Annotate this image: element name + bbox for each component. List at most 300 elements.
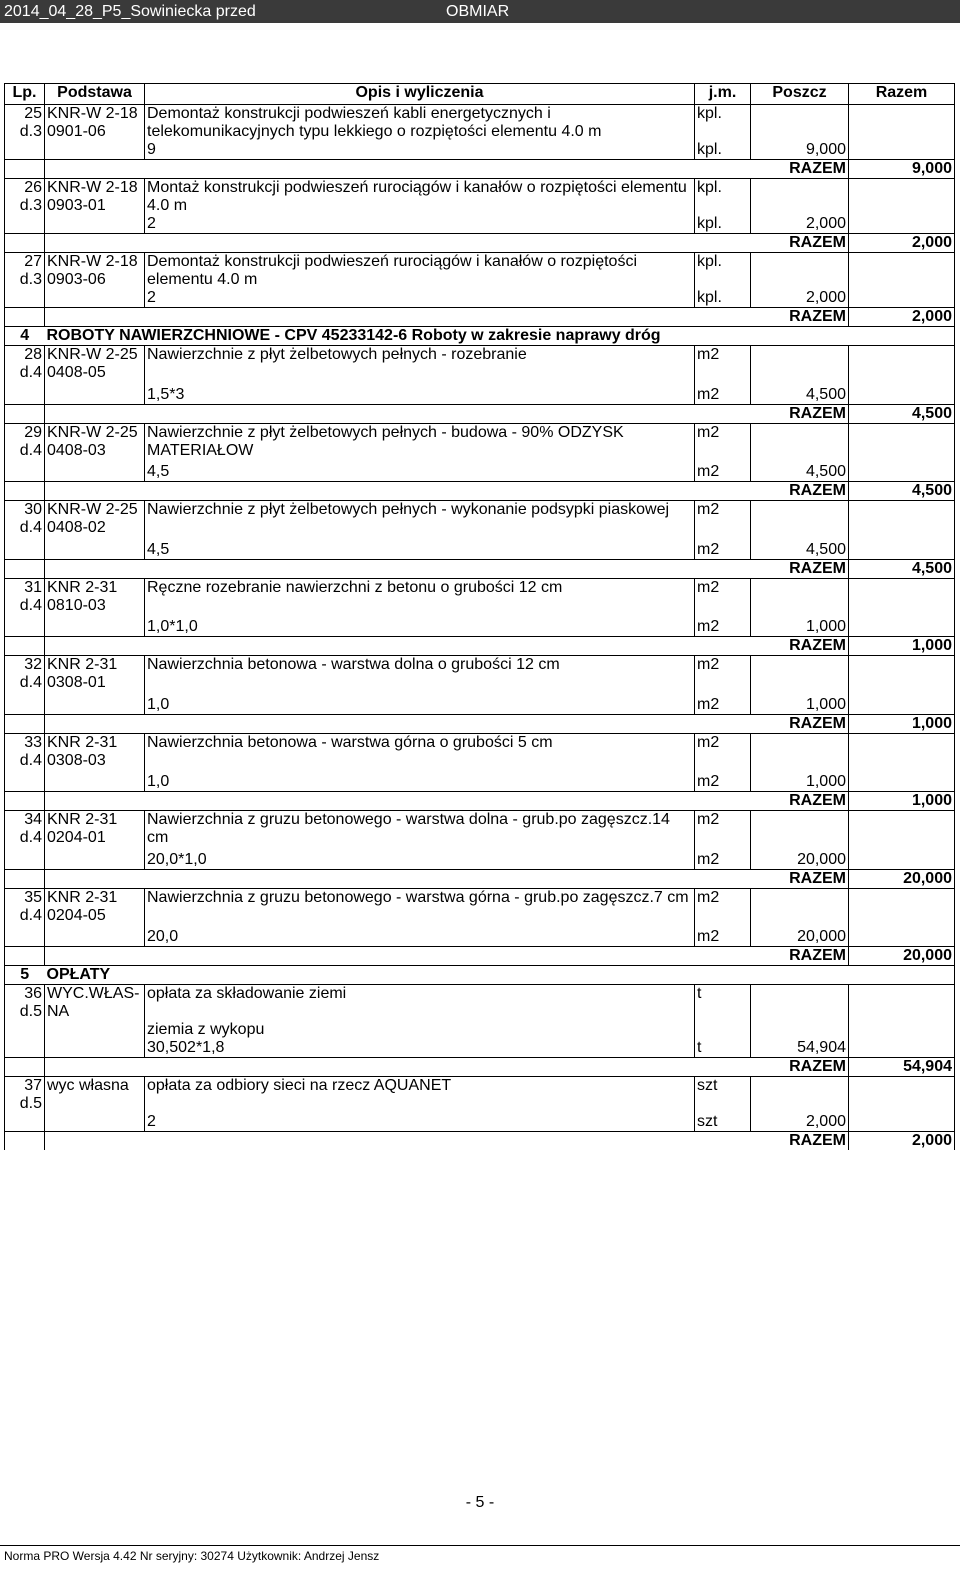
item-calc-unit: m2 <box>695 615 751 637</box>
item-description: opłata za składowanie ziemi <box>145 985 695 1022</box>
item-section: d.5 <box>5 1095 45 1113</box>
razem-label: RAZEM <box>145 404 849 423</box>
footer-divider <box>0 1545 960 1546</box>
empty-cell <box>751 1095 849 1113</box>
empty-cell <box>45 615 145 637</box>
empty-cell <box>5 160 45 179</box>
item-lp: 30 <box>5 501 45 520</box>
empty-cell <box>5 289 45 308</box>
obmiar-table <box>4 83 955 1150</box>
empty-cell <box>45 1113 145 1132</box>
empty-cell <box>849 1039 955 1058</box>
razem-label: RAZEM <box>145 637 849 656</box>
empty-cell <box>5 141 45 160</box>
table-row <box>5 346 955 365</box>
table-row <box>5 1113 955 1132</box>
item-calc-unit: m2 <box>695 382 751 404</box>
table-row <box>5 637 955 656</box>
empty-cell <box>695 674 751 692</box>
item-partial-qty: 20,000 <box>751 925 849 947</box>
item-calculation: 1,0 <box>145 770 695 792</box>
empty-cell <box>849 253 955 272</box>
empty-cell <box>849 615 955 637</box>
col-poszcz: Poszcz <box>751 84 849 105</box>
empty-cell <box>45 308 145 327</box>
empty-cell <box>5 925 45 947</box>
table-row <box>5 714 955 733</box>
empty-cell <box>695 271 751 289</box>
item-lp: 32 <box>5 656 45 675</box>
razem-value: 20,000 <box>849 869 955 888</box>
empty-cell <box>751 105 849 124</box>
item-partial-qty: 4,500 <box>751 537 849 559</box>
empty-cell <box>849 123 955 141</box>
empty-cell <box>751 733 849 752</box>
section-row <box>5 327 955 346</box>
section-row <box>5 966 955 985</box>
col-opis: Opis i wyliczenia <box>145 84 695 105</box>
empty-cell <box>5 1058 45 1077</box>
table-row <box>5 423 955 442</box>
empty-cell <box>751 907 849 925</box>
empty-cell <box>751 346 849 365</box>
empty-cell <box>45 537 145 559</box>
empty-cell <box>751 578 849 597</box>
col-razem: Razem <box>849 84 955 105</box>
item-section: d.4 <box>5 674 45 692</box>
empty-cell <box>751 364 849 382</box>
empty-cell <box>849 1113 955 1132</box>
col-lp: Lp. <box>5 84 45 105</box>
item-calc-unit: m2 <box>695 460 751 482</box>
empty-cell <box>849 423 955 442</box>
empty-cell <box>695 597 751 615</box>
empty-cell <box>849 197 955 215</box>
item-calculation: 2 <box>145 289 695 308</box>
item-partial-qty: 20,000 <box>751 847 849 869</box>
table-row <box>5 141 955 160</box>
item-calc-unit: t <box>695 1039 751 1058</box>
empty-cell <box>751 985 849 1004</box>
table-row <box>5 733 955 752</box>
item-unit: m2 <box>695 656 751 675</box>
empty-cell <box>751 197 849 215</box>
item-base-number <box>45 1095 145 1113</box>
item-base-code: KNR 2-31 <box>45 888 145 907</box>
razem-value: 20,000 <box>849 947 955 966</box>
empty-cell <box>5 215 45 234</box>
item-unit: m2 <box>695 578 751 597</box>
razem-label: RAZEM <box>145 1132 849 1151</box>
table-row <box>5 537 955 559</box>
item-lp: 27 <box>5 253 45 272</box>
empty-cell <box>849 1003 955 1021</box>
item-section: d.5 <box>5 1003 45 1021</box>
empty-cell <box>695 519 751 537</box>
table-row <box>5 308 955 327</box>
item-base-number: 0408-02 <box>45 519 145 537</box>
empty-cell <box>45 382 145 404</box>
empty-cell <box>849 985 955 1004</box>
table-row <box>5 578 955 597</box>
empty-cell <box>751 597 849 615</box>
viewer-title-bar <box>0 0 960 23</box>
razem-label: RAZEM <box>145 482 849 501</box>
empty-cell <box>849 578 955 597</box>
table-row <box>5 559 955 578</box>
item-lp: 25 <box>5 105 45 124</box>
item-unit: m2 <box>695 811 751 830</box>
item-calc-unit: kpl. <box>695 215 751 234</box>
item-partial-qty: 54,904 <box>751 1039 849 1058</box>
item-lp: 35 <box>5 888 45 907</box>
file-name: 2014_04_28_P5_Sowiniecka przed <box>4 3 256 20</box>
empty-cell <box>849 925 955 947</box>
empty-cell <box>45 925 145 947</box>
empty-cell <box>849 733 955 752</box>
item-partial-qty: 4,500 <box>751 460 849 482</box>
item-calc-unit: m2 <box>695 925 751 947</box>
table-row <box>5 253 955 272</box>
empty-cell <box>5 308 45 327</box>
item-calculation: 2 <box>145 215 695 234</box>
item-calc-unit: szt <box>695 1113 751 1132</box>
item-description: Demontaż konstrukcji podwieszeń kabli energetycznych i telekomunikacyjnych typu lekkiego o rozpiętości elementu 4.0 m <box>145 105 695 142</box>
item-description: Nawierzchnia betonowa - warstwa dolna o grubości 12 cm <box>145 656 695 693</box>
item-calculation: 4,5 <box>145 537 695 559</box>
empty-cell <box>695 1003 751 1021</box>
item-unit: m2 <box>695 346 751 365</box>
item-partial-qty: 1,000 <box>751 692 849 714</box>
empty-cell <box>5 1021 45 1039</box>
razem-value: 4,500 <box>849 559 955 578</box>
item-base-number: 0204-01 <box>45 829 145 847</box>
empty-cell <box>849 141 955 160</box>
table-row <box>5 160 955 179</box>
table-row <box>5 770 955 792</box>
item-calculation: 1,0 <box>145 692 695 714</box>
razem-value: 2,000 <box>849 1132 955 1151</box>
empty-cell <box>45 1039 145 1058</box>
item-base-code: KNR 2-31 <box>45 733 145 752</box>
item-base-number: 0903-01 <box>45 197 145 215</box>
empty-cell <box>5 714 45 733</box>
razem-value: 2,000 <box>849 234 955 253</box>
item-lp: 28 <box>5 346 45 365</box>
empty-cell <box>5 869 45 888</box>
item-partial-qty: 4,500 <box>751 382 849 404</box>
item-lp: 26 <box>5 179 45 198</box>
empty-cell <box>5 1113 45 1132</box>
table-row <box>5 501 955 520</box>
empty-cell <box>45 141 145 160</box>
item-base-code: KNR-W 2-25 <box>45 501 145 520</box>
empty-cell <box>5 559 45 578</box>
table-row <box>5 1077 955 1096</box>
empty-cell <box>45 947 145 966</box>
item-calculation: 2 <box>145 1113 695 1132</box>
empty-cell <box>751 888 849 907</box>
empty-cell <box>5 537 45 559</box>
razem-label: RAZEM <box>145 714 849 733</box>
item-calc-unit: kpl. <box>695 141 751 160</box>
empty-cell <box>695 1095 751 1113</box>
empty-cell <box>849 179 955 198</box>
empty-cell <box>849 770 955 792</box>
table-row <box>5 382 955 404</box>
table-row <box>5 1132 955 1151</box>
empty-cell <box>5 947 45 966</box>
item-base-code: KNR-W 2-18 <box>45 179 145 198</box>
empty-cell <box>5 637 45 656</box>
item-section: d.3 <box>5 271 45 289</box>
razem-value: 1,000 <box>849 792 955 811</box>
table-row <box>5 792 955 811</box>
empty-cell <box>849 674 955 692</box>
item-description: Nawierzchnia z gruzu betonowego - warstwa górna - grub.po zagęszcz.7 cm <box>145 888 695 925</box>
empty-cell <box>45 289 145 308</box>
item-calc-unit: m2 <box>695 692 751 714</box>
empty-cell <box>751 811 849 830</box>
col-jm: j.m. <box>695 84 751 105</box>
empty-cell <box>45 1132 145 1151</box>
empty-cell <box>751 1021 849 1039</box>
section-title: ROBOTY NAWIERZCHNIOWE - CPV 45233142-6 Roboty w zakresie naprawy dróg <box>45 327 955 346</box>
item-section: d.4 <box>5 752 45 770</box>
empty-cell <box>45 482 145 501</box>
table-row <box>5 234 955 253</box>
table-row <box>5 482 955 501</box>
razem-label: RAZEM <box>145 1058 849 1077</box>
empty-cell <box>849 460 955 482</box>
empty-cell <box>849 346 955 365</box>
empty-cell <box>695 829 751 847</box>
section-title: OPŁATY <box>45 966 955 985</box>
razem-value: 1,000 <box>849 714 955 733</box>
item-unit: m2 <box>695 501 751 520</box>
item-description: Montaż konstrukcji podwieszeń rurociągów i kanałów o rozpiętości elementu 4.0 m <box>145 179 695 216</box>
table-row <box>5 947 955 966</box>
item-section: d.4 <box>5 364 45 382</box>
empty-cell <box>849 811 955 830</box>
col-podstawa: Podstawa <box>45 84 145 105</box>
item-unit: m2 <box>695 423 751 442</box>
item-section: d.3 <box>5 197 45 215</box>
table-row <box>5 925 955 947</box>
table-body <box>5 105 955 1151</box>
empty-cell <box>849 215 955 234</box>
item-lp: 36 <box>5 985 45 1004</box>
page-number: - 5 - <box>465 1494 495 1511</box>
item-unit: m2 <box>695 733 751 752</box>
table-row <box>5 105 955 124</box>
item-calc-unit: m2 <box>695 847 751 869</box>
item-partial-qty: 2,000 <box>751 215 849 234</box>
item-base-number: 0810-03 <box>45 597 145 615</box>
item-base-number: 0204-05 <box>45 907 145 925</box>
item-description: Nawierzchnia z gruzu betonowego - warstwa dolna - grub.po zagęszcz.14 cm <box>145 811 695 848</box>
item-partial-qty: 1,000 <box>751 770 849 792</box>
table-row <box>5 847 955 869</box>
empty-cell <box>45 234 145 253</box>
empty-cell <box>849 364 955 382</box>
empty-cell <box>751 123 849 141</box>
item-lp: 29 <box>5 423 45 442</box>
empty-cell <box>751 752 849 770</box>
empty-cell <box>751 519 849 537</box>
razem-label: RAZEM <box>145 160 849 179</box>
empty-cell <box>45 1021 145 1039</box>
empty-cell <box>695 442 751 460</box>
empty-cell <box>849 537 955 559</box>
section-number: 5 <box>5 966 45 985</box>
empty-cell <box>45 637 145 656</box>
item-description: Nawierzchnie z płyt żelbetowych pełnych - wykonanie podsypki piaskowej <box>145 501 695 538</box>
item-description: opłata za odbiory sieci na rzecz AQUANET <box>145 1077 695 1114</box>
item-base-code: KNR-W 2-25 <box>45 346 145 365</box>
table-row <box>5 1039 955 1058</box>
item-calculation: 20,0 <box>145 925 695 947</box>
empty-cell <box>45 869 145 888</box>
empty-cell <box>5 792 45 811</box>
item-section: d.4 <box>5 829 45 847</box>
item-description: Ręczne rozebranie nawierzchni z betonu o grubości 12 cm <box>145 578 695 615</box>
table-row <box>5 869 955 888</box>
empty-cell <box>849 382 955 404</box>
empty-cell <box>849 1077 955 1096</box>
empty-cell <box>5 382 45 404</box>
item-calc-unit: kpl. <box>695 289 751 308</box>
table-row <box>5 404 955 423</box>
table-row <box>5 811 955 830</box>
empty-cell <box>751 501 849 520</box>
item-base-number: 0903-06 <box>45 271 145 289</box>
empty-cell <box>849 829 955 847</box>
item-base-code: KNR 2-31 <box>45 578 145 597</box>
item-calculation: 1,5*3 <box>145 382 695 404</box>
empty-cell <box>751 423 849 442</box>
item-partial-qty: 1,000 <box>751 615 849 637</box>
item-unit: kpl. <box>695 105 751 124</box>
item-description: Demontaż konstrukcji podwieszeń rurociągów i kanałów o rozpiętości elementu 4.0 m <box>145 253 695 290</box>
item-lp: 33 <box>5 733 45 752</box>
table-row <box>5 460 955 482</box>
empty-cell <box>45 847 145 869</box>
empty-cell <box>45 714 145 733</box>
empty-cell <box>751 1003 849 1021</box>
empty-cell <box>5 770 45 792</box>
empty-cell <box>695 907 751 925</box>
item-base-code: wyc własna <box>45 1077 145 1096</box>
razem-value: 54,904 <box>849 1058 955 1077</box>
empty-cell <box>45 460 145 482</box>
item-base-number: 0408-05 <box>45 364 145 382</box>
item-base-code: KNR 2-31 <box>45 811 145 830</box>
razem-label: RAZEM <box>145 559 849 578</box>
empty-cell <box>849 1021 955 1039</box>
item-base-code: KNR-W 2-25 <box>45 423 145 442</box>
table-row <box>5 289 955 308</box>
empty-cell <box>5 847 45 869</box>
item-partial-qty: 2,000 <box>751 1113 849 1132</box>
item-section: d.4 <box>5 597 45 615</box>
empty-cell <box>695 197 751 215</box>
footer-text: Norma PRO Wersja 4.42 Nr seryjny: 30274 Użytkownik: Andrzej Jensz <box>4 1549 380 1563</box>
empty-cell <box>5 460 45 482</box>
empty-cell <box>849 442 955 460</box>
table-row <box>5 692 955 714</box>
item-section: d.3 <box>5 123 45 141</box>
item-calculation: 4,5 <box>145 460 695 482</box>
empty-cell <box>849 692 955 714</box>
table-row <box>5 656 955 675</box>
empty-cell <box>849 888 955 907</box>
item-calculation: 20,0*1,0 <box>145 847 695 869</box>
empty-cell <box>5 482 45 501</box>
empty-cell <box>849 271 955 289</box>
empty-cell <box>849 501 955 520</box>
empty-cell <box>751 829 849 847</box>
item-description: Nawierzchnie z płyt żelbetowych pełnych - rozebranie <box>145 346 695 383</box>
item-description: Nawierzchnia betonowa - warstwa górna o grubości 5 cm <box>145 733 695 770</box>
table-row <box>5 985 955 1004</box>
empty-cell <box>5 404 45 423</box>
empty-cell <box>849 105 955 124</box>
item-partial-qty: 9,000 <box>751 141 849 160</box>
item-description: Nawierzchnie z płyt żelbetowych pełnych - budowa - 90% ODZYSK MATERIAŁOW <box>145 423 695 460</box>
empty-cell <box>45 770 145 792</box>
item-lp: 37 <box>5 1077 45 1096</box>
empty-cell <box>751 442 849 460</box>
empty-cell <box>751 656 849 675</box>
item-base-code: KNR-W 2-18 <box>45 105 145 124</box>
empty-cell <box>695 364 751 382</box>
empty-cell <box>849 847 955 869</box>
item-calc-unit: m2 <box>695 537 751 559</box>
item-section: d.4 <box>5 907 45 925</box>
empty-cell <box>695 1021 751 1039</box>
empty-cell <box>751 179 849 198</box>
empty-cell <box>849 656 955 675</box>
razem-label: RAZEM <box>145 308 849 327</box>
item-lp: 31 <box>5 578 45 597</box>
item-calc-unit: m2 <box>695 770 751 792</box>
empty-cell <box>45 559 145 578</box>
empty-cell <box>5 1039 45 1058</box>
empty-cell <box>751 253 849 272</box>
item-lp: 34 <box>5 811 45 830</box>
item-unit: kpl. <box>695 179 751 198</box>
item-note: ziemia z wykopu <box>145 1021 695 1039</box>
razem-label: RAZEM <box>145 792 849 811</box>
empty-cell <box>751 271 849 289</box>
empty-cell <box>45 692 145 714</box>
razem-value: 1,000 <box>849 637 955 656</box>
item-unit: t <box>695 985 751 1004</box>
empty-cell <box>695 123 751 141</box>
table-row <box>5 1058 955 1077</box>
item-section: d.4 <box>5 442 45 460</box>
razem-label: RAZEM <box>145 234 849 253</box>
item-calculation: 30,502*1,8 <box>145 1039 695 1058</box>
empty-cell <box>849 519 955 537</box>
table-row <box>5 888 955 907</box>
empty-cell <box>849 1095 955 1113</box>
table-row <box>5 615 955 637</box>
document-title: OBMIAR <box>446 3 510 20</box>
section-number: 4 <box>5 327 45 346</box>
table-header-row <box>5 84 955 105</box>
